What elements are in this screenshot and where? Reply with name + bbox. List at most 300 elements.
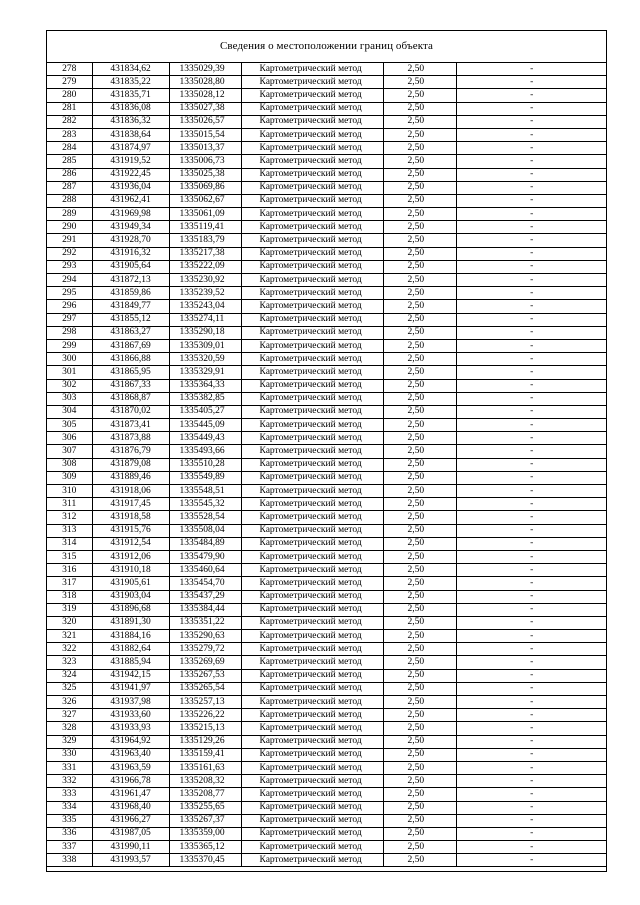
y-coordinate-cell: 1335062,67 <box>169 194 241 207</box>
x-coordinate-cell: 431865,95 <box>92 366 169 379</box>
description-cell: - <box>456 748 607 761</box>
method-cell: Картометрический метод <box>241 445 383 458</box>
method-cell: Картометрический метод <box>241 524 383 537</box>
description-cell: - <box>456 814 607 827</box>
accuracy-cell: 2,50 <box>383 577 456 590</box>
y-coordinate-cell: 1335549,89 <box>169 471 241 484</box>
method-cell: Картометрический метод <box>241 458 383 471</box>
x-coordinate-cell: 431891,30 <box>92 616 169 629</box>
table-row <box>47 63 607 76</box>
table-row <box>47 498 607 511</box>
table-row <box>47 419 607 432</box>
method-cell: Картометрический метод <box>241 102 383 115</box>
accuracy-cell: 2,50 <box>383 89 456 102</box>
accuracy-cell: 2,50 <box>383 366 456 379</box>
description-cell: - <box>456 142 607 155</box>
method-cell: Картометрический метод <box>241 511 383 524</box>
accuracy-cell: 2,50 <box>383 300 456 313</box>
x-coordinate-cell: 431963,59 <box>92 761 169 774</box>
accuracy-cell: 2,50 <box>383 498 456 511</box>
table-row <box>47 471 607 484</box>
accuracy-cell: 2,50 <box>383 287 456 300</box>
x-coordinate-cell: 431838,64 <box>92 128 169 141</box>
table-row <box>47 748 607 761</box>
x-coordinate-cell: 431987,05 <box>92 827 169 840</box>
y-coordinate-cell: 1335208,32 <box>169 775 241 788</box>
table-row <box>47 537 607 550</box>
x-coordinate-cell: 431882,64 <box>92 643 169 656</box>
table-row <box>47 616 607 629</box>
point-number-cell: 337 <box>47 841 92 854</box>
description-cell: - <box>456 260 607 273</box>
method-cell: Картометрический метод <box>241 287 383 300</box>
table-row <box>47 128 607 141</box>
y-coordinate-cell: 1335279,72 <box>169 643 241 656</box>
description-cell: - <box>456 458 607 471</box>
x-coordinate-cell: 431928,70 <box>92 234 169 247</box>
table-row <box>47 458 607 471</box>
point-number-cell: 283 <box>47 128 92 141</box>
description-cell: - <box>456 498 607 511</box>
x-coordinate-cell: 431872,13 <box>92 274 169 287</box>
accuracy-cell: 2,50 <box>383 696 456 709</box>
accuracy-cell: 2,50 <box>383 735 456 748</box>
y-coordinate-cell: 1335274,11 <box>169 313 241 326</box>
y-coordinate-cell: 1335006,73 <box>169 155 241 168</box>
description-cell: - <box>456 208 607 221</box>
accuracy-cell: 2,50 <box>383 471 456 484</box>
point-number-cell: 293 <box>47 260 92 273</box>
method-cell: Картометрический метод <box>241 854 383 867</box>
method-cell: Картометрический метод <box>241 696 383 709</box>
x-coordinate-cell: 431873,88 <box>92 432 169 445</box>
x-coordinate-cell: 431884,16 <box>92 630 169 643</box>
accuracy-cell: 2,50 <box>383 76 456 89</box>
description-cell: - <box>456 550 607 563</box>
y-coordinate-cell: 1335015,54 <box>169 128 241 141</box>
point-number-cell: 287 <box>47 181 92 194</box>
description-cell: - <box>456 603 607 616</box>
y-coordinate-cell: 1335183,79 <box>169 234 241 247</box>
table-row <box>47 669 607 682</box>
x-coordinate-cell: 431849,77 <box>92 300 169 313</box>
y-coordinate-cell: 1335405,27 <box>169 405 241 418</box>
accuracy-cell: 2,50 <box>383 353 456 366</box>
x-coordinate-cell: 431941,97 <box>92 682 169 695</box>
y-coordinate-cell: 1335029,39 <box>169 63 241 76</box>
x-coordinate-cell: 431993,57 <box>92 854 169 867</box>
x-coordinate-cell: 431859,86 <box>92 287 169 300</box>
table-row <box>47 682 607 695</box>
x-coordinate-cell: 431879,08 <box>92 458 169 471</box>
y-coordinate-cell: 1335508,04 <box>169 524 241 537</box>
method-cell: Картометрический метод <box>241 630 383 643</box>
description-cell: - <box>456 102 607 115</box>
description-cell: - <box>456 775 607 788</box>
method-cell: Картометрический метод <box>241 748 383 761</box>
method-cell: Картометрический метод <box>241 234 383 247</box>
description-cell: - <box>456 630 607 643</box>
description-cell: - <box>456 854 607 867</box>
accuracy-cell: 2,50 <box>383 432 456 445</box>
description-cell: - <box>456 537 607 550</box>
accuracy-cell: 2,50 <box>383 854 456 867</box>
table-row <box>47 432 607 445</box>
x-coordinate-cell: 431968,40 <box>92 801 169 814</box>
description-cell: - <box>456 445 607 458</box>
method-cell: Картометрический метод <box>241 128 383 141</box>
y-coordinate-cell: 1335484,89 <box>169 537 241 550</box>
description-cell: - <box>456 274 607 287</box>
y-coordinate-cell: 1335528,54 <box>169 511 241 524</box>
method-cell: Картометрический метод <box>241 63 383 76</box>
description-cell: - <box>456 115 607 128</box>
accuracy-cell: 2,50 <box>383 827 456 840</box>
y-coordinate-cell: 1335061,09 <box>169 208 241 221</box>
method-cell: Картометрический метод <box>241 537 383 550</box>
point-number-cell: 326 <box>47 696 92 709</box>
point-number-cell: 311 <box>47 498 92 511</box>
accuracy-cell: 2,50 <box>383 115 456 128</box>
y-coordinate-cell: 1335269,69 <box>169 656 241 669</box>
table-row <box>47 801 607 814</box>
accuracy-cell: 2,50 <box>383 313 456 326</box>
table-row <box>47 89 607 102</box>
point-number-cell: 308 <box>47 458 92 471</box>
accuracy-cell: 2,50 <box>383 841 456 854</box>
point-number-cell: 316 <box>47 564 92 577</box>
x-coordinate-cell: 431936,04 <box>92 181 169 194</box>
accuracy-cell: 2,50 <box>383 775 456 788</box>
method-cell: Картометрический метод <box>241 76 383 89</box>
method-cell: Картометрический метод <box>241 801 383 814</box>
y-coordinate-cell: 1335239,52 <box>169 287 241 300</box>
y-coordinate-cell: 1335384,44 <box>169 603 241 616</box>
point-number-cell: 291 <box>47 234 92 247</box>
description-cell: - <box>456 643 607 656</box>
x-coordinate-cell: 431917,45 <box>92 498 169 511</box>
x-coordinate-cell: 431949,34 <box>92 221 169 234</box>
table-row <box>47 221 607 234</box>
point-number-cell: 306 <box>47 432 92 445</box>
accuracy-cell: 2,50 <box>383 669 456 682</box>
description-cell: - <box>456 564 607 577</box>
point-number-cell: 331 <box>47 761 92 774</box>
x-coordinate-cell: 431933,93 <box>92 722 169 735</box>
table-row <box>47 630 607 643</box>
accuracy-cell: 2,50 <box>383 458 456 471</box>
table-row <box>47 550 607 563</box>
method-cell: Картометрический метод <box>241 247 383 260</box>
table-row <box>47 366 607 379</box>
accuracy-cell: 2,50 <box>383 194 456 207</box>
x-coordinate-cell: 431863,27 <box>92 326 169 339</box>
table-row <box>47 445 607 458</box>
y-coordinate-cell: 1335364,33 <box>169 379 241 392</box>
method-cell: Картометрический метод <box>241 682 383 695</box>
method-cell: Картометрический метод <box>241 603 383 616</box>
point-number-cell: 288 <box>47 194 92 207</box>
y-coordinate-cell: 1335437,29 <box>169 590 241 603</box>
point-number-cell: 327 <box>47 709 92 722</box>
x-coordinate-cell: 431903,04 <box>92 590 169 603</box>
point-number-cell: 279 <box>47 76 92 89</box>
x-coordinate-cell: 431990,11 <box>92 841 169 854</box>
point-number-cell: 338 <box>47 854 92 867</box>
accuracy-cell: 2,50 <box>383 590 456 603</box>
x-coordinate-cell: 431966,78 <box>92 775 169 788</box>
point-number-cell: 290 <box>47 221 92 234</box>
method-cell: Картометрический метод <box>241 155 383 168</box>
accuracy-cell: 2,50 <box>383 603 456 616</box>
table-row <box>47 326 607 339</box>
point-number-cell: 278 <box>47 63 92 76</box>
accuracy-cell: 2,50 <box>383 181 456 194</box>
accuracy-cell: 2,50 <box>383 405 456 418</box>
y-coordinate-cell: 1335226,22 <box>169 709 241 722</box>
x-coordinate-cell: 431969,98 <box>92 208 169 221</box>
y-coordinate-cell: 1335230,92 <box>169 274 241 287</box>
accuracy-cell: 2,50 <box>383 168 456 181</box>
method-cell: Картометрический метод <box>241 142 383 155</box>
x-coordinate-cell: 431918,06 <box>92 485 169 498</box>
description-cell: - <box>456 432 607 445</box>
table-row <box>47 827 607 840</box>
description-cell: - <box>456 313 607 326</box>
point-number-cell: 329 <box>47 735 92 748</box>
y-coordinate-cell: 1335129,26 <box>169 735 241 748</box>
method-cell: Картометрический метод <box>241 353 383 366</box>
method-cell: Картометрический метод <box>241 221 383 234</box>
description-cell: - <box>456 181 607 194</box>
method-cell: Картометрический метод <box>241 419 383 432</box>
table-row <box>47 854 607 867</box>
point-number-cell: 323 <box>47 656 92 669</box>
x-coordinate-cell: 431836,08 <box>92 102 169 115</box>
table-row <box>47 761 607 774</box>
description-cell: - <box>456 524 607 537</box>
point-number-cell: 298 <box>47 326 92 339</box>
y-coordinate-cell: 1335222,09 <box>169 260 241 273</box>
table-row <box>47 115 607 128</box>
y-coordinate-cell: 1335290,18 <box>169 326 241 339</box>
description-cell: - <box>456 155 607 168</box>
y-coordinate-cell: 1335215,13 <box>169 722 241 735</box>
table-row <box>47 313 607 326</box>
point-number-cell: 330 <box>47 748 92 761</box>
description-cell: - <box>456 353 607 366</box>
accuracy-cell: 2,50 <box>383 208 456 221</box>
description-cell: - <box>456 709 607 722</box>
x-coordinate-cell: 431885,94 <box>92 656 169 669</box>
method-cell: Картометрический метод <box>241 274 383 287</box>
description-cell: - <box>456 471 607 484</box>
method-cell: Картометрический метод <box>241 498 383 511</box>
description-cell: - <box>456 511 607 524</box>
x-coordinate-cell: 431961,47 <box>92 788 169 801</box>
description-cell: - <box>456 339 607 352</box>
y-coordinate-cell: 1335267,53 <box>169 669 241 682</box>
accuracy-cell: 2,50 <box>383 682 456 695</box>
x-coordinate-cell: 431905,61 <box>92 577 169 590</box>
table-row <box>47 234 607 247</box>
description-cell: - <box>456 89 607 102</box>
description-cell: - <box>456 841 607 854</box>
point-number-cell: 332 <box>47 775 92 788</box>
point-number-cell: 336 <box>47 827 92 840</box>
method-cell: Картометрический метод <box>241 669 383 682</box>
method-cell: Картометрический метод <box>241 656 383 669</box>
method-cell: Картометрический метод <box>241 194 383 207</box>
point-number-cell: 314 <box>47 537 92 550</box>
accuracy-cell: 2,50 <box>383 656 456 669</box>
x-coordinate-cell: 431867,69 <box>92 339 169 352</box>
x-coordinate-cell: 431870,02 <box>92 405 169 418</box>
point-number-cell: 312 <box>47 511 92 524</box>
method-cell: Картометрический метод <box>241 471 383 484</box>
description-cell: - <box>456 616 607 629</box>
x-coordinate-cell: 431874,97 <box>92 142 169 155</box>
accuracy-cell: 2,50 <box>383 630 456 643</box>
accuracy-cell: 2,50 <box>383 379 456 392</box>
page-title: Сведения о местоположении границ объекта <box>219 40 434 52</box>
description-cell: - <box>456 485 607 498</box>
method-cell: Картометрический метод <box>241 761 383 774</box>
description-cell: - <box>456 366 607 379</box>
method-cell: Картометрический метод <box>241 366 383 379</box>
x-coordinate-cell: 431855,12 <box>92 313 169 326</box>
point-number-cell: 295 <box>47 287 92 300</box>
description-cell: - <box>456 577 607 590</box>
table-row <box>47 208 607 221</box>
document-frame <box>46 30 607 872</box>
table-row <box>47 379 607 392</box>
point-number-cell: 300 <box>47 353 92 366</box>
table-row <box>47 775 607 788</box>
y-coordinate-cell: 1335454,70 <box>169 577 241 590</box>
y-coordinate-cell: 1335548,51 <box>169 485 241 498</box>
accuracy-cell: 2,50 <box>383 102 456 115</box>
point-number-cell: 320 <box>47 616 92 629</box>
description-cell: - <box>456 419 607 432</box>
description-cell: - <box>456 234 607 247</box>
accuracy-cell: 2,50 <box>383 643 456 656</box>
y-coordinate-cell: 1335479,90 <box>169 550 241 563</box>
x-coordinate-cell: 431918,58 <box>92 511 169 524</box>
point-number-cell: 304 <box>47 405 92 418</box>
method-cell: Картометрический метод <box>241 841 383 854</box>
point-number-cell: 317 <box>47 577 92 590</box>
y-coordinate-cell: 1335265,54 <box>169 682 241 695</box>
description-cell: - <box>456 405 607 418</box>
table-row <box>47 485 607 498</box>
y-coordinate-cell: 1335382,85 <box>169 392 241 405</box>
y-coordinate-cell: 1335320,59 <box>169 353 241 366</box>
x-coordinate-cell: 431834,62 <box>92 63 169 76</box>
y-coordinate-cell: 1335460,64 <box>169 564 241 577</box>
method-cell: Картометрический метод <box>241 827 383 840</box>
x-coordinate-cell: 431866,88 <box>92 353 169 366</box>
point-number-cell: 333 <box>47 788 92 801</box>
method-cell: Картометрический метод <box>241 339 383 352</box>
accuracy-cell: 2,50 <box>383 142 456 155</box>
accuracy-cell: 2,50 <box>383 537 456 550</box>
y-coordinate-cell: 1335119,41 <box>169 221 241 234</box>
x-coordinate-cell: 431937,98 <box>92 696 169 709</box>
accuracy-cell: 2,50 <box>383 485 456 498</box>
point-number-cell: 325 <box>47 682 92 695</box>
point-number-cell: 319 <box>47 603 92 616</box>
point-number-cell: 322 <box>47 643 92 656</box>
accuracy-cell: 2,50 <box>383 128 456 141</box>
x-coordinate-cell: 431867,33 <box>92 379 169 392</box>
x-coordinate-cell: 431835,22 <box>92 76 169 89</box>
x-coordinate-cell: 431889,46 <box>92 471 169 484</box>
method-cell: Картометрический метод <box>241 722 383 735</box>
point-number-cell: 281 <box>47 102 92 115</box>
method-cell: Картометрический метод <box>241 89 383 102</box>
accuracy-cell: 2,50 <box>383 221 456 234</box>
accuracy-cell: 2,50 <box>383 274 456 287</box>
point-number-cell: 301 <box>47 366 92 379</box>
description-cell: - <box>456 590 607 603</box>
point-number-cell: 294 <box>47 274 92 287</box>
point-number-cell: 285 <box>47 155 92 168</box>
y-coordinate-cell: 1335351,22 <box>169 616 241 629</box>
description-cell: - <box>456 168 607 181</box>
y-coordinate-cell: 1335159,41 <box>169 748 241 761</box>
table-row <box>47 841 607 854</box>
method-cell: Картометрический метод <box>241 788 383 801</box>
y-coordinate-cell: 1335027,38 <box>169 102 241 115</box>
y-coordinate-cell: 1335359,00 <box>169 827 241 840</box>
method-cell: Картометрический метод <box>241 564 383 577</box>
y-coordinate-cell: 1335028,80 <box>169 76 241 89</box>
table-body <box>47 63 607 867</box>
point-number-cell: 334 <box>47 801 92 814</box>
accuracy-cell: 2,50 <box>383 788 456 801</box>
table-row <box>47 181 607 194</box>
point-number-cell: 318 <box>47 590 92 603</box>
table-row <box>47 709 607 722</box>
accuracy-cell: 2,50 <box>383 339 456 352</box>
point-number-cell: 292 <box>47 247 92 260</box>
y-coordinate-cell: 1335309,01 <box>169 339 241 352</box>
table-row <box>47 168 607 181</box>
y-coordinate-cell: 1335445,09 <box>169 419 241 432</box>
accuracy-cell: 2,50 <box>383 419 456 432</box>
y-coordinate-cell: 1335257,13 <box>169 696 241 709</box>
y-coordinate-cell: 1335026,57 <box>169 115 241 128</box>
table-row <box>47 577 607 590</box>
method-cell: Картометрический метод <box>241 550 383 563</box>
point-number-cell: 321 <box>47 630 92 643</box>
x-coordinate-cell: 431873,41 <box>92 419 169 432</box>
x-coordinate-cell: 431910,18 <box>92 564 169 577</box>
point-number-cell: 315 <box>47 550 92 563</box>
description-cell: - <box>456 326 607 339</box>
y-coordinate-cell: 1335028,12 <box>169 89 241 102</box>
description-cell: - <box>456 761 607 774</box>
y-coordinate-cell: 1335370,45 <box>169 854 241 867</box>
method-cell: Картометрический метод <box>241 735 383 748</box>
point-number-cell: 313 <box>47 524 92 537</box>
description-cell: - <box>456 801 607 814</box>
table-row <box>47 696 607 709</box>
x-coordinate-cell: 431942,15 <box>92 669 169 682</box>
description-cell: - <box>456 722 607 735</box>
boundary-points-table <box>47 62 607 867</box>
